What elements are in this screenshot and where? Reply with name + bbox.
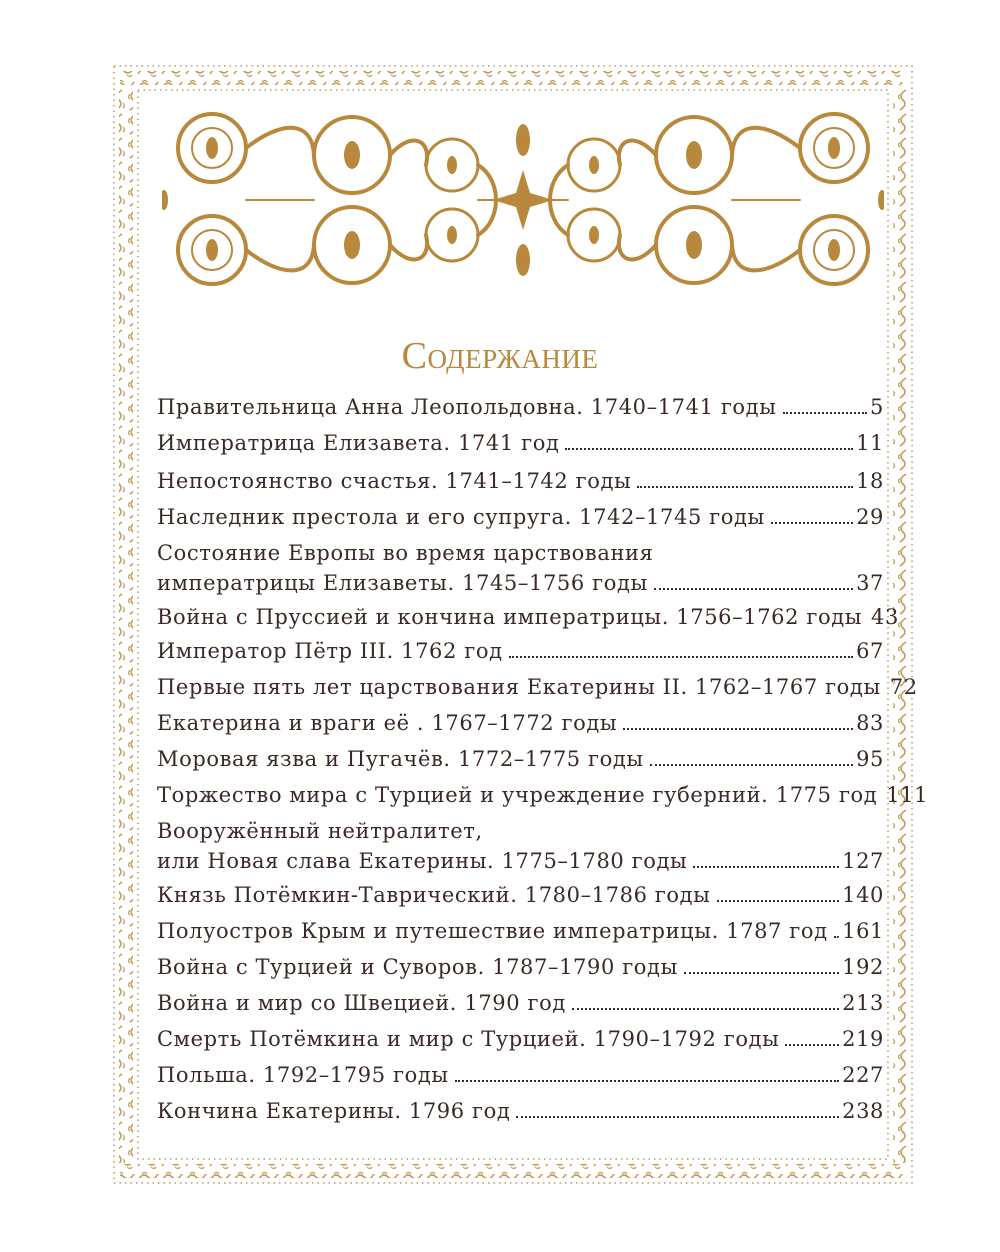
toc-entry[interactable]	[157, 392, 884, 422]
toc-entry-title: императрицы Елизаветы. 1745–1756 годы	[157, 571, 648, 595]
dot-leader	[637, 485, 853, 488]
toc-entry-title: Война с Пруссией и кончина императрицы. 1756–1762 годы	[157, 605, 863, 629]
toc-entry[interactable]	[157, 988, 884, 1018]
toc-page-number: 227	[842, 1063, 884, 1087]
page-title: Содержание	[401, 335, 599, 377]
toc-entry-title: Смерть Потёмкина и мир с Турцией. 1790–1792 годы	[157, 1027, 780, 1051]
toc-entry-title: Польша. 1792–1795 годы	[157, 1063, 449, 1087]
toc-page-number: 213	[842, 991, 884, 1015]
dot-leader	[785, 1043, 839, 1046]
dot-leader	[717, 899, 840, 902]
toc-entry-title: или Новая слава Екатерины. 1775–1780 годы	[157, 849, 688, 873]
toc-entry[interactable]	[157, 744, 884, 774]
toc-entry[interactable]	[157, 708, 884, 738]
toc-entry-title: Император Пётр III. 1762 год	[157, 639, 503, 663]
dot-leader	[565, 447, 853, 450]
toc-page-number: 95	[856, 747, 884, 771]
toc-entry-title: Князь Потёмкин-Таврический. 1780–1786 годы	[157, 883, 711, 907]
toc-entry[interactable]	[157, 428, 884, 458]
toc-entry-title: Война и мир со Швецией. 1790 год	[157, 991, 566, 1015]
toc-entry-title: Правительница Анна Леопольдовна. 1740–1741 годы	[157, 395, 777, 419]
toc-page-number: 67	[856, 639, 884, 663]
toc-entry[interactable]	[157, 1096, 884, 1126]
toc-page-number: 192	[842, 955, 884, 979]
toc-entry[interactable]	[157, 880, 884, 910]
toc-entry-title-line: Вооружённый нейтралитет,	[157, 819, 483, 843]
toc-entry[interactable]	[157, 780, 929, 810]
toc-entry-title-line: Состояние Европы во время царствования	[157, 541, 654, 565]
toc-entry[interactable]	[157, 1060, 884, 1090]
toc-entry[interactable]	[157, 636, 884, 666]
dot-leader	[455, 1079, 839, 1082]
toc-entry[interactable]	[157, 1024, 884, 1054]
toc-page-number: 161	[842, 919, 884, 943]
toc-page-number: 219	[842, 1027, 884, 1051]
toc-page-number: 111	[886, 783, 929, 807]
toc-entry-title: Полуостров Крым и путешествие императрицы. 1787 год	[157, 919, 828, 943]
toc-entry[interactable]	[157, 816, 884, 876]
toc-page-number: 43	[871, 605, 899, 629]
dot-leader	[684, 971, 839, 974]
dot-leader	[654, 587, 853, 590]
dot-leader	[572, 1007, 839, 1010]
toc-page-number: 238	[842, 1099, 884, 1123]
toc-entry-title: Екатерина и враги её . 1767–1772 годы	[157, 711, 618, 735]
toc-entry-title: Первые пять лет царствования Екатерины II. 1762–1767 годы	[157, 675, 881, 699]
toc-page-number: 5	[870, 395, 884, 419]
dot-leader	[771, 521, 853, 524]
dot-leader	[650, 763, 853, 766]
header-ornament	[162, 100, 884, 300]
toc-entry-title: Императрица Елизавета. 1741 год	[157, 431, 560, 455]
dot-leader	[623, 727, 853, 730]
toc-entry-title: Кончина Екатерины. 1796 год	[157, 1099, 511, 1123]
toc-page-number: 127	[842, 849, 884, 873]
toc-entry-title: Война с Турцией и Суворов. 1787–1790 годы	[157, 955, 678, 979]
toc-entry[interactable]	[157, 602, 899, 632]
toc-page-number: 18	[856, 469, 884, 493]
dot-leader	[834, 935, 839, 938]
toc-entry-title: Наследник престола и его супруга. 1742–1745 годы	[157, 505, 765, 529]
toc-entry-title: Непостоянство счастья. 1741–1742 годы	[157, 469, 632, 493]
dot-leader	[693, 865, 839, 868]
toc-page-number: 140	[842, 883, 884, 907]
toc-page-number: 72	[889, 675, 918, 699]
toc-entry[interactable]	[157, 502, 884, 532]
toc-entry[interactable]	[157, 538, 884, 598]
toc-entry-title: Моровая язва и Пугачёв. 1772–1775 годы	[157, 747, 644, 771]
dot-leader	[516, 1115, 839, 1118]
toc-page-number: 11	[856, 431, 884, 455]
toc-page-number: 83	[856, 711, 884, 735]
dot-leader	[509, 655, 853, 658]
toc-entry[interactable]	[157, 672, 918, 702]
toc-page-number: 29	[856, 505, 884, 529]
toc-page-number: 37	[856, 571, 884, 595]
toc-entry[interactable]	[157, 466, 884, 496]
toc-entry[interactable]	[157, 952, 884, 982]
toc-entry-title: Торжество мира с Турцией и учреждение губерний. 1775 год	[157, 783, 878, 807]
toc-entry[interactable]	[157, 916, 884, 946]
dot-leader	[783, 411, 868, 414]
